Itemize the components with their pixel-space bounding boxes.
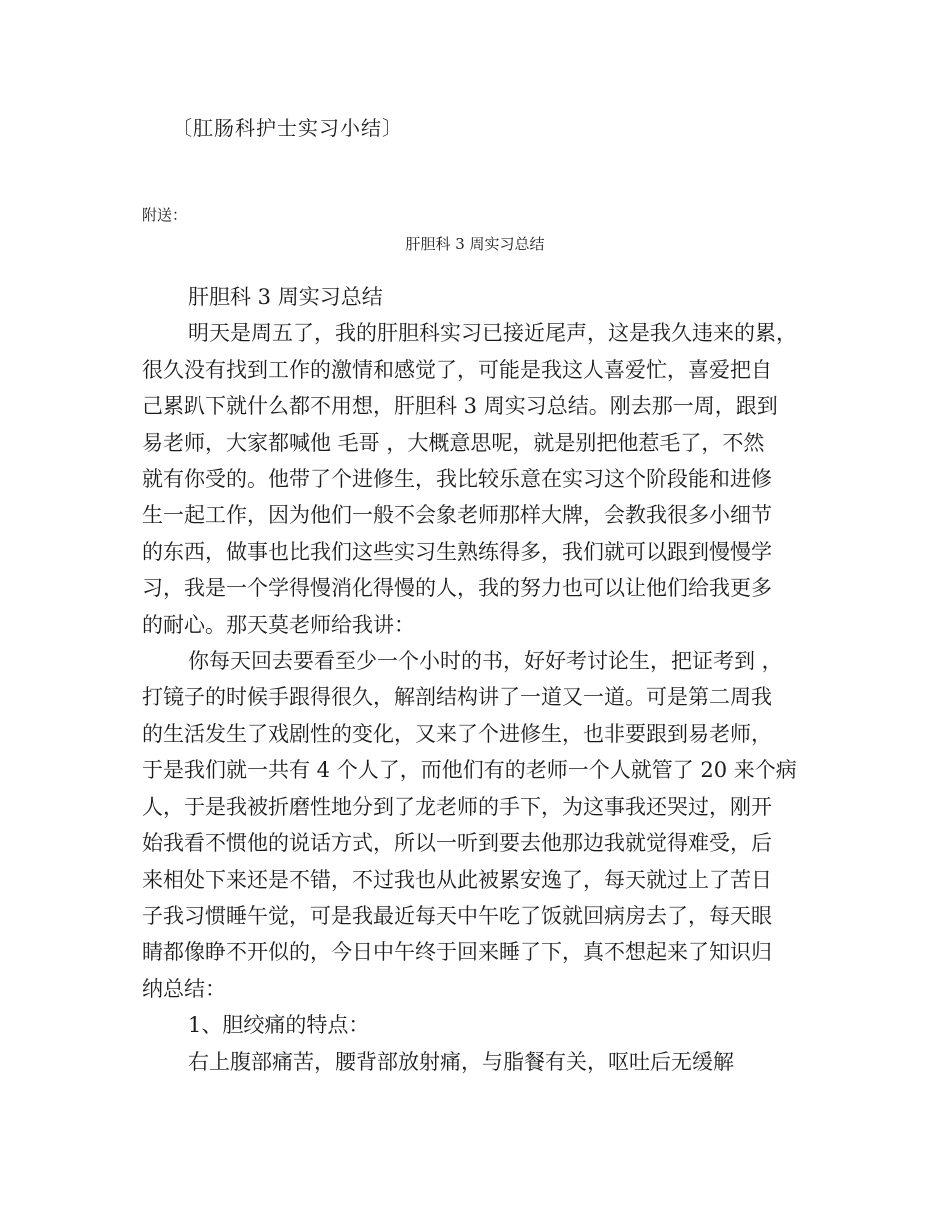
document-body (142, 279, 812, 1080)
paragraph-line: 纳总结： (142, 976, 226, 1001)
paragraph-line: 就有你受的。他带了个进修生，我比较乐意在实习这个阶段能和进修 (142, 467, 772, 492)
paragraph-line: 很久没有找到工作的激情和感觉了，可能是我这人喜爱忙，喜爱把自 (142, 357, 772, 382)
paragraph-line: 己累趴下就什么都不用想，肝胆科 3 周实习总结。刚去那一周，跟到 (142, 394, 778, 419)
paragraph-line: 你每天回去要看至少一个小时的书，好好考讨论生，把证考到 ， (188, 649, 783, 674)
paragraph-line: 打镜子的时候手跟得很久，解剖结构讲了一道又一道。可是第二周我 (142, 685, 772, 710)
paragraph-line: 睛都像睁不开似的，今日中午终于回来睡了下，真不想起来了知识归 (142, 940, 772, 965)
paragraph-line: 子我习惯睡午觉，可是我最近每天中午吃了饭就回病房去了，每天眼 (142, 903, 772, 928)
section-heading: 肝胆科 3 周实习总结 (188, 285, 383, 309)
list-item-text: 右上腹部痛苦，腰背部放射痛，与脂餐有关，呕吐后无缓解 (188, 1049, 734, 1074)
paragraph-line: 习，我是一个学得慢消化得慢的人，我的努力也可以让他们给我更多 (142, 576, 772, 601)
paragraph-line: 明天是周五了，我的肝胆科实习已接近尾声，这是我久违来的累， (188, 321, 797, 346)
attachment-title: 肝胆科 3 周实习总结 (405, 235, 545, 253)
list-item-title: 1、胆绞痛的特点： (188, 1013, 370, 1038)
paragraph-line: 人，于是我被折磨性地分到了龙老师的手下，为这事我还哭过，刚开 (142, 794, 772, 819)
paragraph-line: 的生活发生了戏剧性的变化，又来了个进修生，也非要跟到易老师， (142, 721, 772, 746)
document-title: 〔肛肠科护士实习小结〕 (172, 116, 403, 140)
attachment-label: 附送： (142, 206, 188, 224)
paragraph-line: 于是我们就一共有 4 个人了，而他们有的老师一个人就管了 20 来个病 (142, 758, 797, 783)
paragraph-line: 易老师，大家都喊他 毛哥 ，大概意思呢，就是别把他惹毛了，不然 (142, 430, 765, 455)
paragraph-line: 的东西，做事也比我们这些实习生熟练得多，我们就可以跟到慢慢学 (142, 539, 772, 564)
paragraph-line: 的耐心。那天莫老师给我讲： (142, 612, 415, 637)
paragraph-line: 始我看不惯他的说话方式，所以一听到要去他那边我就觉得难受，后 (142, 831, 772, 856)
paragraph-line: 生一起工作，因为他们一般不会象老师那样大牌，会教我很多小细节 (142, 503, 772, 528)
paragraph-1 (142, 315, 812, 643)
paragraph-line: 来相处下来还是不错，不过我也从此被累安逸了，每天就过上了苦日 (142, 867, 772, 892)
paragraph-2 (142, 643, 812, 1007)
